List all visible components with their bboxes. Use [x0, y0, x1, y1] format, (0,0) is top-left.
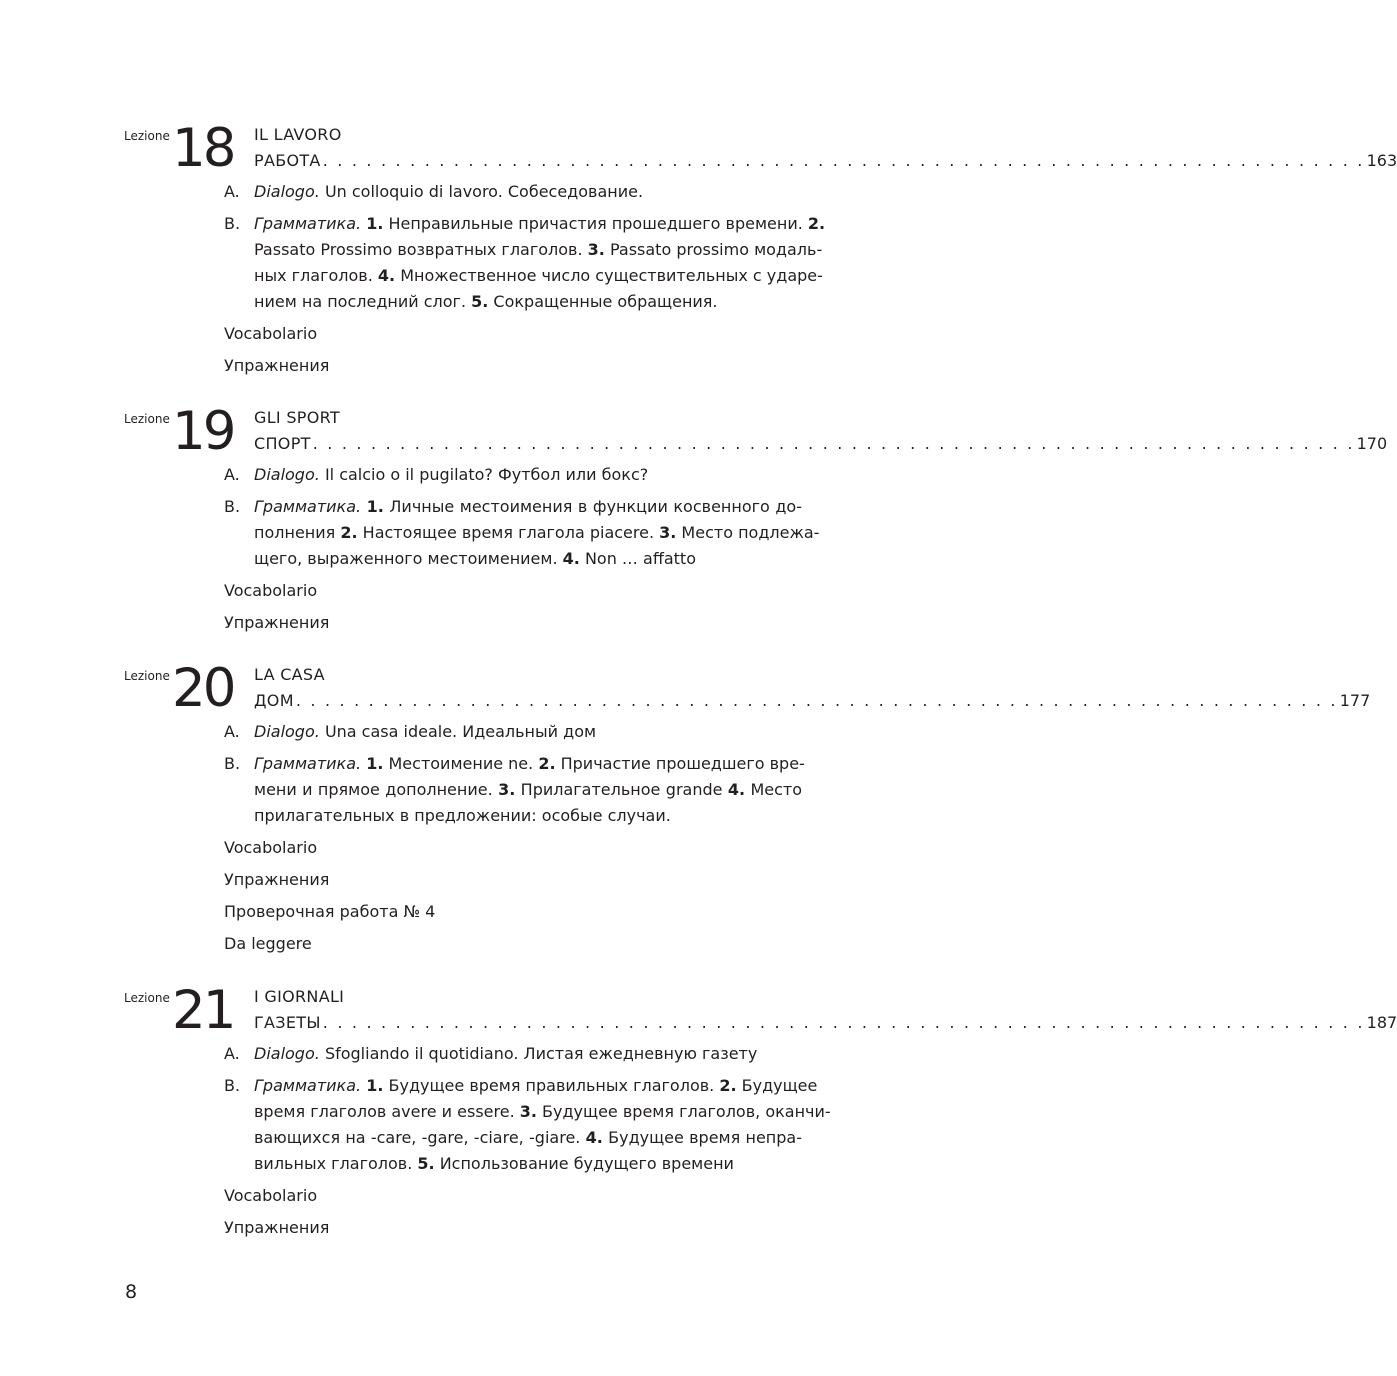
grammar-label: Грамматика.: [254, 754, 362, 773]
topic-number: 1.: [366, 497, 384, 516]
toc-subentry[interactable]: Проверочная работа № 4: [224, 902, 436, 921]
grammar-text: вильных глаголов.: [254, 1154, 418, 1173]
grammar-line: [254, 520, 820, 546]
grammar-text: Будущее время непра-: [602, 1128, 803, 1147]
topic-number: 3.: [498, 780, 516, 799]
page-ref[interactable]: 177: [1339, 691, 1371, 710]
lesson-title-italian: I GIORNALI: [254, 987, 345, 1006]
dialogo-text: Un colloquio di lavoro. Собеседование.: [324, 182, 644, 201]
toc-subentry[interactable]: Da leggere: [224, 934, 312, 953]
lesson-number: 18: [172, 118, 234, 179]
grammar-text: Место: [745, 780, 802, 799]
topic-number: 2.: [807, 214, 826, 233]
topic-number: 4.: [585, 1128, 603, 1147]
grammar-text: Место подлежа-: [676, 523, 820, 542]
topic-number: 5.: [471, 292, 489, 311]
lesson-number: 20: [172, 658, 234, 719]
dialogo-label: Dialogo.: [254, 722, 320, 741]
topic-number: 1.: [366, 1076, 384, 1095]
lesson-title-row[interactable]: [254, 151, 1397, 171]
dialogo-entry: [254, 462, 802, 488]
lesson-title-russian[interactable]: СПОРТ: [254, 434, 311, 453]
topic-number: 3.: [659, 523, 677, 542]
lesson-label: Lezione: [124, 991, 170, 1005]
item-marker: A.: [224, 1044, 240, 1063]
grammar-label: Грамматика.: [254, 214, 362, 233]
lesson-number: 19: [172, 401, 234, 462]
grammar-text: Passato Prossimo возвратных глаголов.: [254, 240, 588, 259]
grammar-text: Причастие прошедшего вре-: [555, 754, 805, 773]
lesson-title-italian: GLI SPORT: [254, 408, 340, 427]
grammar-line: [254, 751, 805, 777]
grammar-text: прилагательных в предложении: особые случаи.: [254, 806, 671, 825]
toc-subentry[interactable]: Vocabolario: [224, 838, 318, 857]
item-marker: A.: [224, 722, 240, 741]
grammar-line: [254, 237, 823, 263]
page-ref[interactable]: 170: [1356, 434, 1388, 453]
dot-leader: . . . . . . . . . . . . . . . . . . . . . . . . . . . . . . . . . . . . . . . . . . . . . . . . . . . . . . . . . . . . . . . . . . . . . . . .: [322, 1013, 1365, 1032]
grammar-entry: [254, 494, 820, 572]
lesson-title-row[interactable]: [254, 691, 1371, 711]
grammar-text: Будущее время правильных глаголов.: [383, 1076, 720, 1095]
grammar-text: нием на последний слог.: [254, 292, 472, 311]
lesson-label: Lezione: [124, 669, 170, 683]
dialogo-label: Dialogo.: [254, 465, 320, 484]
lesson-label: Lezione: [124, 129, 170, 143]
grammar-entry: [254, 751, 805, 829]
grammar-line: [254, 211, 826, 237]
grammar-text: ных глаголов.: [254, 266, 378, 285]
dot-leader: . . . . . . . . . . . . . . . . . . . . . . . . . . . . . . . . . . . . . . . . . . . . . . . . . . . . . . . . . . . . . . . . . . . . . . . .: [312, 434, 1355, 453]
toc-subentry[interactable]: Vocabolario: [224, 324, 318, 343]
item-marker: B.: [224, 754, 241, 773]
lesson-title-row[interactable]: [254, 434, 1388, 454]
dialogo-entry: [254, 719, 802, 745]
grammar-line: [254, 546, 802, 572]
grammar-label: Грамматика.: [254, 1076, 362, 1095]
grammar-line: [254, 777, 802, 803]
dialogo-line: [254, 1041, 802, 1067]
grammar-line: [254, 1125, 802, 1151]
grammar-text: мени и прямое дополнение.: [254, 780, 499, 799]
topic-number: 5.: [417, 1154, 435, 1173]
topic-number: 1.: [366, 754, 384, 773]
dialogo-text: Una casa ideale. Идеальный дом: [324, 722, 597, 741]
dialogo-entry: [254, 179, 802, 205]
topic-number: 2.: [538, 754, 556, 773]
grammar-text: Множественное число существительных с ударе-: [395, 266, 823, 285]
grammar-text: Личные местоимения в функции косвенного до-: [383, 497, 802, 516]
grammar-text: Сокращенные обращения.: [488, 292, 718, 311]
topic-number: 3.: [519, 1102, 537, 1121]
lesson-label: Lezione: [124, 412, 170, 426]
grammar-text: вающихся на -care, -gare, -ciare, -giare.: [254, 1128, 586, 1147]
grammar-text: Будущее время глаголов, оканчи-: [536, 1102, 831, 1121]
lesson-title-italian: LA CASA: [254, 665, 325, 684]
grammar-line: [254, 1099, 831, 1125]
lesson-number: 21: [172, 980, 234, 1041]
toc-subentry[interactable]: Vocabolario: [224, 1186, 318, 1205]
toc-subentry[interactable]: Упражнения: [224, 613, 330, 632]
toc-subentry[interactable]: Vocabolario: [224, 581, 318, 600]
dialogo-text: Sfogliando il quotidiano. Листая ежедневную газету: [324, 1044, 758, 1063]
topic-number: 4.: [377, 266, 396, 285]
grammar-text: щего, выраженного местоимением.: [254, 549, 563, 568]
dot-leader: . . . . . . . . . . . . . . . . . . . . . . . . . . . . . . . . . . . . . . . . . . . . . . . . . . . . . . . . . . . . . . . . . . . . . . . .: [322, 151, 1365, 170]
dialogo-label: Dialogo.: [254, 182, 320, 201]
grammar-text: Использование будущего времени: [434, 1154, 734, 1173]
topic-number: 3.: [587, 240, 605, 259]
grammar-line: [254, 1073, 818, 1099]
dialogo-text: Il calcio o il pugilato? Футбол или бокс?: [324, 465, 649, 484]
topic-number: 2.: [340, 523, 358, 542]
topic-number: 2.: [719, 1076, 737, 1095]
grammar-label: Грамматика.: [254, 497, 362, 516]
toc-subentry[interactable]: Упражнения: [224, 1218, 330, 1237]
topic-number: 4.: [562, 549, 580, 568]
grammar-text: время глаголов avere и essere.: [254, 1102, 520, 1121]
lesson-title-russian[interactable]: ГАЗЕТЫ: [254, 1013, 321, 1032]
grammar-text: Прилагательное grande: [515, 780, 728, 799]
topic-number: 1.: [366, 214, 384, 233]
lesson-title-russian[interactable]: ДОМ: [254, 691, 294, 710]
dialogo-line: [254, 462, 802, 488]
item-marker: B.: [224, 1076, 241, 1095]
grammar-text: Местоимение ne.: [383, 754, 539, 773]
grammar-line: [254, 494, 802, 520]
dialogo-line: [254, 179, 802, 205]
toc-subentry[interactable]: Упражнения: [224, 356, 330, 375]
item-marker: B.: [224, 214, 241, 233]
item-marker: A.: [224, 465, 240, 484]
grammar-text: Passato prossimo модаль-: [604, 240, 823, 259]
page-ref[interactable]: 187: [1366, 1013, 1397, 1032]
dialogo-entry: [254, 1041, 802, 1067]
page-number: 8: [125, 1281, 138, 1303]
dialogo-label: Dialogo.: [254, 1044, 320, 1063]
grammar-line: [254, 803, 802, 829]
grammar-text: Неправильные причастия прошедшего времени.: [383, 214, 808, 233]
grammar-text: Будущее: [736, 1076, 818, 1095]
grammar-text: Настоящее время глагола piacere.: [357, 523, 660, 542]
toc-subentry[interactable]: Упражнения: [224, 870, 330, 889]
grammar-line: [254, 289, 802, 315]
lesson-title-russian[interactable]: РАБОТА: [254, 151, 321, 170]
grammar-entry: [254, 1073, 831, 1177]
lesson-title-italian: IL LAVORO: [254, 125, 342, 144]
grammar-text: полнения: [254, 523, 341, 542]
dialogo-line: [254, 719, 802, 745]
lesson-title-row[interactable]: [254, 1013, 1397, 1033]
grammar-text: Non … affatto: [579, 549, 696, 568]
topic-number: 4.: [727, 780, 746, 799]
item-marker: A.: [224, 182, 240, 201]
grammar-line: [254, 263, 823, 289]
item-marker: B.: [224, 497, 241, 516]
grammar-entry: [254, 211, 826, 315]
grammar-line: [254, 1151, 802, 1177]
page-ref[interactable]: 163: [1366, 151, 1397, 170]
dot-leader: . . . . . . . . . . . . . . . . . . . . . . . . . . . . . . . . . . . . . . . . . . . . . . . . . . . . . . . . . . . . . . . . . . . . . . . .: [295, 691, 1338, 710]
